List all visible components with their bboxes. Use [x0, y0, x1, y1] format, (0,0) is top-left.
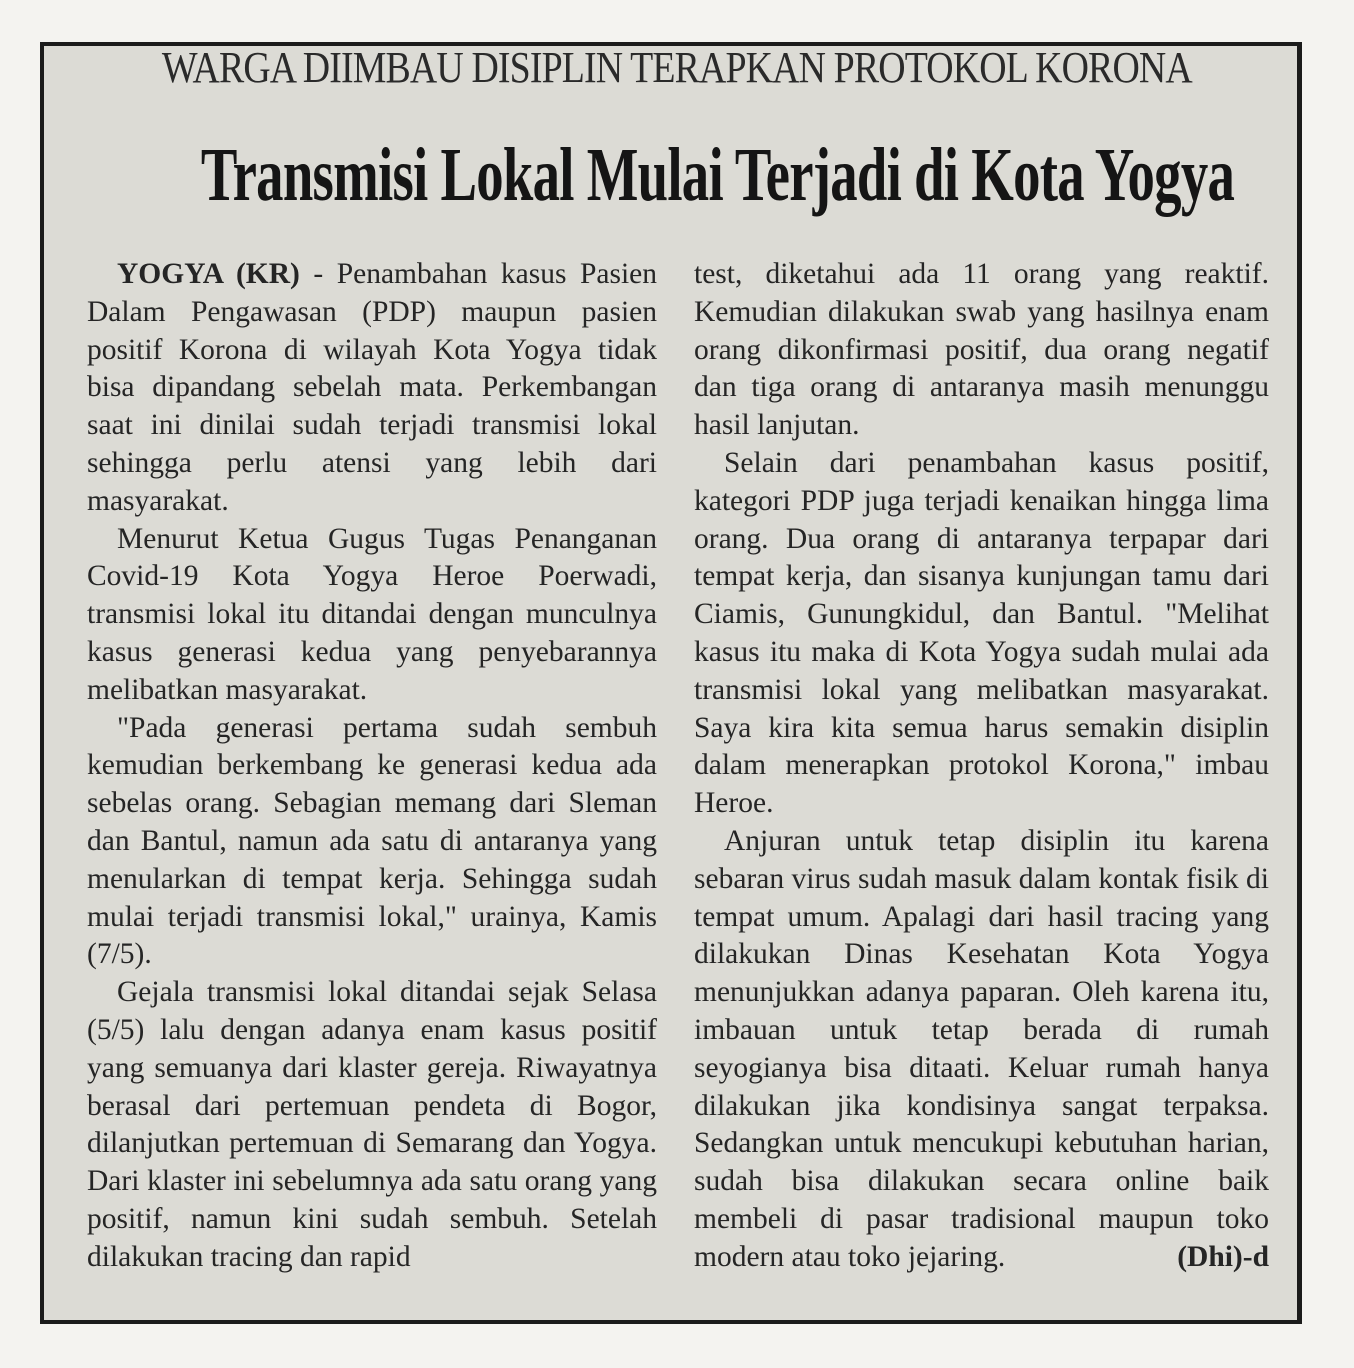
article-paragraph: YOGYA (KR) - Penambahan kasus Pasien Dalam Pengawasan (PDP) maupun pasien positif Korona di wilayah Kota Yogya tidak bisa dipandang sebelah mata. Perkembangan saat ini dinilai sudah terjadi transmisi lokal sehingga perlu atensi yang lebih dari masyarakat. — [87, 258, 657, 517]
article-column-left — [87, 256, 657, 1277]
article-paragraph: test, diketahui ada 11 orang yang reaktif. Kemudian dilakukan swab yang hasilnya enam orang dikonfirmasi positif, dua orang negatif dan tiga orang di antaranya masih menunggu hasil lanjutan. — [694, 258, 1269, 442]
article-paragraph: Gejala transmisi lokal ditandai sejak Selasa (5/5) lalu dengan adanya enam kasus positif yang semuanya dari klaster gereja. Riwayatnya berasal dari pertemuan pendeta di Bogor, dilanjutkan pertemuan di Semarang dan Yogya. Dari klaster ini sebelumnya ada satu orang yang positif, namun kini sudah sembuh. Setelah dilakukan tracing dan rapid — [87, 976, 657, 1273]
main-headline: Transmisi Lokal Mulai Terjadi di Kota Yogya — [200, 133, 1235, 217]
dateline: YOGYA (KR) — [117, 258, 300, 290]
article-paragraph: Menurut Ketua Gugus Tugas Penanganan Covid-19 Kota Yogya Heroe Poerwadi, transmisi lokal itu ditandai dengan munculnya kasus generasi kedua yang penyebarannya melibatkan masyarakat. — [87, 522, 657, 706]
kicker-headline: WARGA DIIMBAU DISIPLIN TERAPKAN PROTOKOL KORONA — [161, 43, 1193, 92]
article-paragraph: "Pada generasi pertama sudah sembuh kemudian berkembang ke generasi kedua ada sebelas orang. Sebagian memang dari Sleman dan Bantul, namun ada satu di antaranya yang menularkan di tempat kerja. Sehingga sudah mulai terjadi transmisi lokal," urainya, Kamis (7/5). — [87, 711, 657, 971]
article-column-right — [694, 256, 1269, 1277]
article-paragraph: Selain dari penambahan kasus positif, kategori PDP juga terjadi kenaikan hingga lima orang. Dua orang di antaranya terpapar dari tempat kerja, dan sisanya kunjungan tamu dari Ciamis, Gunungkidul, dan Bantul. "Melihat kasus itu maka di Kota Yogya sudah mulai ada transmisi lokal yang melibatkan masyarakat. Saya kira kita semua harus semakin disiplin dalam menerapkan protokol Korona," imbau Heroe. — [694, 446, 1269, 820]
byline-signature: (Dhi)-d — [1177, 1240, 1269, 1273]
article-paragraph: Anjuran untuk tetap disiplin itu karena sebaran virus sudah masuk dalam kontak fisik di tempat umum. Apalagi dari hasil tracing yang dilakukan Dinas Kesehatan Kota Yogya menunjukkan adanya paparan. Oleh karena itu, imbauan untuk tetap berada di rumah seyogianya bisa ditaati. Keluar rumah hanya dilakukan jika kondisinya sangat terpaksa. Sedangkan untuk mencukupi kebutuhan harian, sudah bisa dilakukan secara online baik membeli di pasar tradisional maupun toko modern atau toko jejaring. (Dhi)-d — [694, 823, 1269, 1277]
